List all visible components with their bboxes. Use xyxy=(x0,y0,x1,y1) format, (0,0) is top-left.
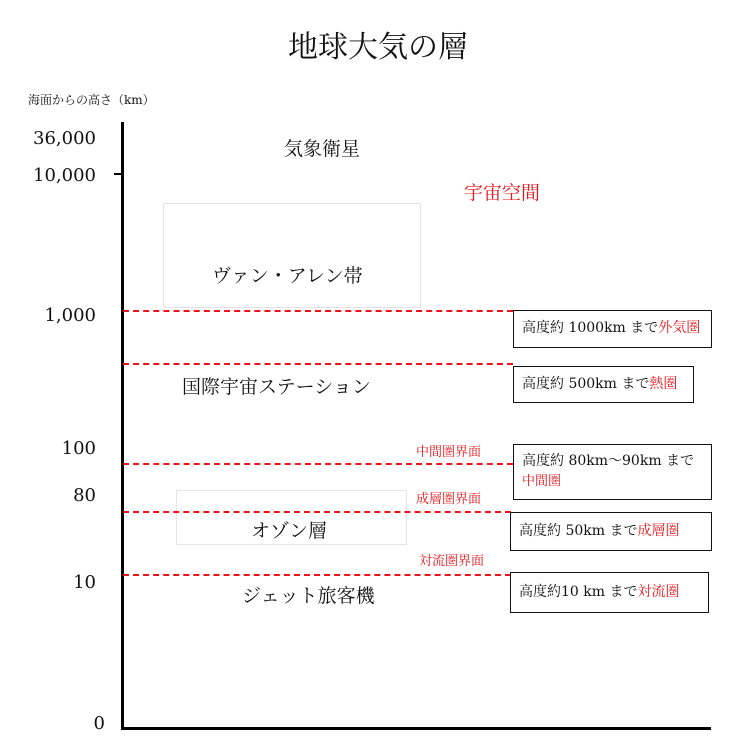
info-box-exosphere xyxy=(513,310,712,348)
info-box-thermosphere-name: 熱圏 xyxy=(649,375,678,392)
tick-label-0: 0 xyxy=(93,713,105,734)
info-box-stratosphere xyxy=(510,512,712,551)
label-outer-space: 宇宙空間 xyxy=(464,182,541,204)
info-box-mesosphere-name: 中間圏 xyxy=(522,474,562,489)
info-box-thermosphere xyxy=(513,366,694,403)
boundary-line-500km xyxy=(123,363,513,365)
tick-label-10: 10 xyxy=(73,572,96,593)
label-ozone-layer: オゾン層 xyxy=(251,520,328,542)
info-box-exosphere-name: 外気圏 xyxy=(658,320,701,337)
info-box-stratosphere-text: 高度約 50km まで xyxy=(519,522,638,539)
info-box-mesosphere xyxy=(513,444,712,500)
tick-label-10000: 10,000 xyxy=(33,165,96,186)
boundary-line-1000km xyxy=(123,310,513,312)
y-axis xyxy=(121,122,124,730)
boundary-line-mesopause xyxy=(123,463,513,465)
label-van-allen-belt: ヴァン・アレン帯 xyxy=(212,265,363,287)
tick-label-1000: 1,000 xyxy=(44,305,96,326)
boundary-line-tropopause xyxy=(123,574,511,576)
label-jet-airliner: ジェット旅客機 xyxy=(242,585,375,607)
info-box-exosphere-text: 高度約 1000km まで xyxy=(522,320,659,337)
info-box-thermosphere-text: 高度約 500km まで xyxy=(522,375,650,392)
info-box-mesosphere-text: 高度約 80km〜90km まで xyxy=(522,453,695,470)
boundary-line-stratopause xyxy=(123,511,511,513)
diagram-title: 地球大気の層 xyxy=(288,30,468,65)
label-weather-satellite: 気象衛星 xyxy=(284,138,361,160)
tick-label-100: 100 xyxy=(61,438,96,459)
van-allen-belt-region xyxy=(163,203,421,308)
info-box-troposphere-name: 対流圏 xyxy=(637,583,680,600)
tick-label-36000: 36,000 xyxy=(33,128,96,149)
label-stratopause: 成層圏界面 xyxy=(416,492,482,507)
label-mesopause: 中間圏界面 xyxy=(416,445,482,460)
info-box-stratosphere-name: 成層圏 xyxy=(637,522,680,539)
tick-label-80: 80 xyxy=(73,485,96,506)
info-box-troposphere xyxy=(510,572,709,613)
x-axis xyxy=(121,727,711,730)
tick-mark-10000 xyxy=(114,173,123,175)
axis-unit-label: 海面からの高さ（km） xyxy=(28,93,155,107)
info-box-troposphere-text: 高度約10 km まで xyxy=(519,583,638,600)
label-iss: 国際宇宙ステーション xyxy=(182,376,371,398)
label-tropopause: 対流圏界面 xyxy=(419,554,485,569)
